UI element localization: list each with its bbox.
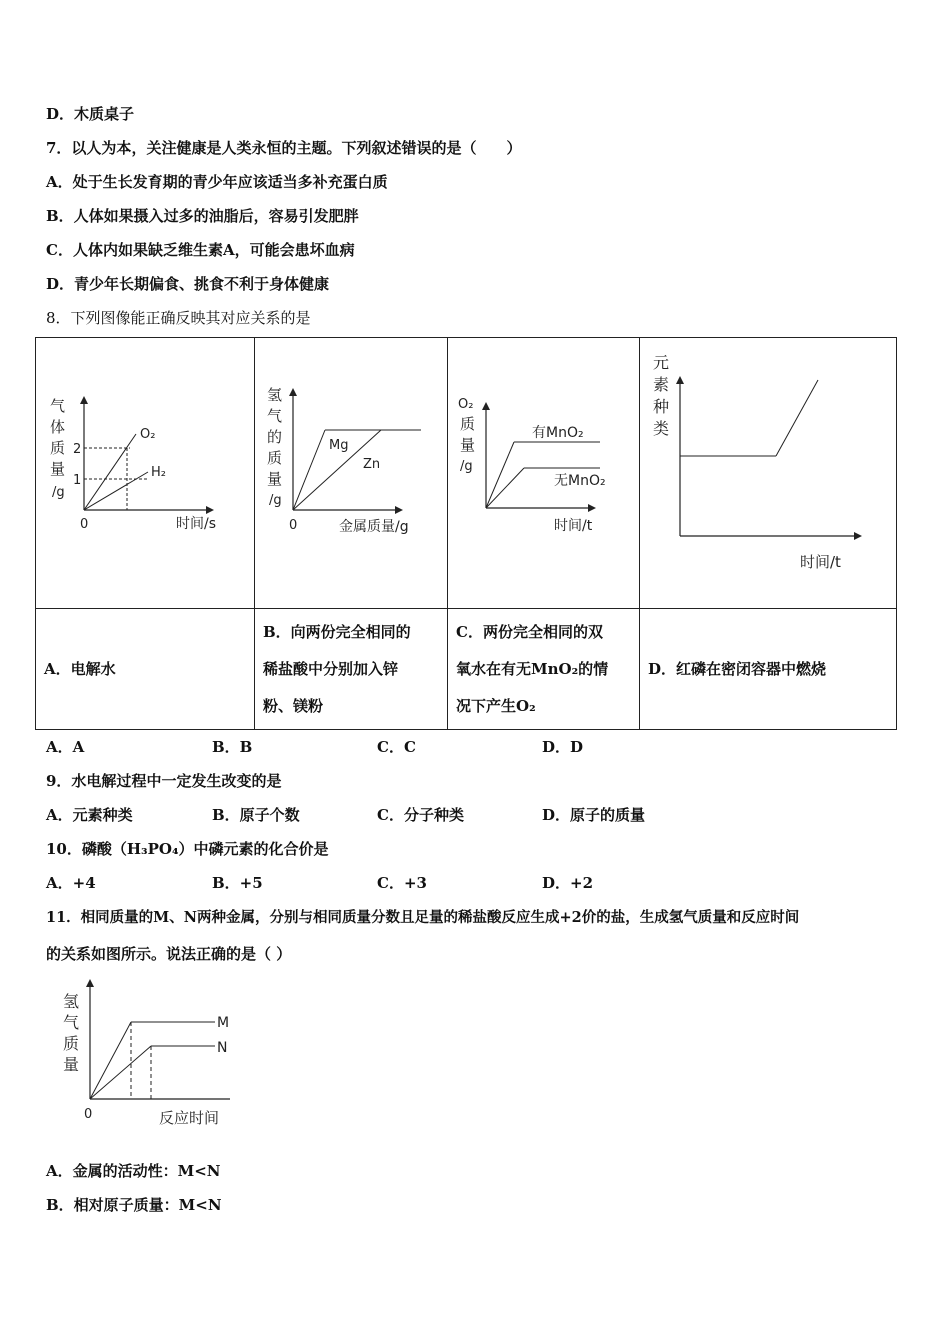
q7-stem: 7．以人为本，关注健康是人类永恒的主题。下列叙述错误的是（ ） — [46, 139, 522, 157]
series-mg-label: Mg — [329, 438, 349, 453]
q9-option-a: A．元素种类 — [46, 806, 133, 824]
y-label-unit: /g — [460, 459, 473, 474]
label-d-text: D．红磷在密闭容器中燃烧 — [648, 659, 827, 678]
q7-option-a: A．处于生长发育期的青少年应该适当多补充蛋白质 — [46, 173, 388, 191]
x-axis-label: 时间/s — [176, 516, 217, 532]
q10-option-a: A．+4 — [46, 874, 96, 892]
q8-graph-d-cell — [640, 338, 897, 609]
x-axis-label: 金属质量/g — [339, 519, 409, 535]
label-b-line: B．向两份完全相同的 — [263, 622, 411, 641]
q10-stem: 10．磷酸（H₃PO₄）中磷元素的化合价是 — [46, 840, 329, 858]
y-tick-2: 2 — [73, 442, 82, 457]
q6-option-d: D．木质桌子 — [46, 105, 135, 123]
y-label-unit: /g — [269, 493, 282, 508]
x-axis-label: 时间/t — [800, 553, 841, 571]
q8-label-b — [255, 609, 448, 730]
q9-option-b: B．原子个数 — [212, 806, 300, 824]
q11-stem-line-2: 的关系如图所示。说法正确的是（ ） — [46, 945, 292, 963]
y-label-char: 的 — [267, 428, 283, 446]
y-label-char: 氢 — [267, 386, 283, 404]
label-c-line: 况下产生O₂ — [456, 696, 536, 715]
y-label-char: 质 — [50, 439, 66, 457]
y-label-char: 量 — [460, 436, 476, 454]
series-without-mno2-label: 无MnO₂ — [554, 473, 606, 489]
y-label-char: 质 — [63, 1034, 80, 1053]
q8-option-b: B．B — [212, 738, 253, 756]
origin-label: 0 — [84, 1107, 93, 1122]
y-label-char: 体 — [50, 418, 66, 436]
y-tick-1: 1 — [73, 473, 82, 488]
q8-figure-table — [35, 337, 897, 730]
y-label-char: 气 — [267, 407, 283, 425]
series-zn-label: Zn — [363, 457, 381, 472]
label-b-line: 粉、镁粉 — [263, 696, 324, 715]
q10-option-c: C．+3 — [377, 874, 427, 892]
q7-option-d: D．青少年长期偏食、挑食不利于身体健康 — [46, 275, 330, 293]
q9-option-c: C．分子种类 — [377, 806, 464, 824]
q10-option-d: D．+2 — [542, 874, 594, 892]
q8-label-a — [36, 609, 255, 730]
y-label-char: 量 — [63, 1055, 80, 1074]
origin-label: 0 — [80, 517, 89, 532]
q11-option-b: B．相对原子质量：M<N — [46, 1196, 222, 1214]
q8-graph-a-cell — [36, 338, 255, 609]
y-label-char: 质 — [267, 449, 283, 467]
x-axis-label: 反应时间 — [159, 1109, 220, 1127]
y-label-char: 素 — [653, 375, 670, 394]
q8-graph-b — [255, 338, 447, 608]
label-c-line: C．两份完全相同的双 — [456, 622, 603, 641]
y-label-char: 元 — [653, 353, 670, 372]
label-b-line: 稀盐酸中分别加入锌 — [263, 659, 399, 678]
q11-option-a: A．金属的活动性：M<N — [46, 1162, 221, 1180]
q7-option-b: B．人体如果摄入过多的油脂后，容易引发肥胖 — [46, 207, 359, 225]
y-label-char: 氢 — [63, 992, 80, 1011]
label-c-line: 氧水在有无MnO₂的情 — [456, 659, 609, 678]
q8-label-c — [448, 609, 640, 730]
label-a-text: A．电解水 — [44, 659, 116, 678]
series-m-label: M — [217, 1015, 230, 1031]
series-n-label: N — [217, 1040, 228, 1056]
origin-label: 0 — [289, 518, 298, 533]
series-h2-label: H₂ — [151, 465, 166, 480]
q10-option-b: B．+5 — [212, 874, 263, 892]
y-label-char: 量 — [267, 470, 283, 488]
y-label-char: 量 — [50, 460, 66, 478]
q8-option-a: A．A — [46, 738, 85, 756]
q8-graph-a — [36, 338, 254, 608]
y-label-char: 类 — [653, 419, 670, 438]
y-label-char: 气 — [50, 397, 66, 415]
series-with-mno2-label: 有MnO₂ — [532, 425, 584, 441]
y-label-char: 种 — [653, 397, 670, 416]
q8-graph-b-cell — [255, 338, 448, 609]
x-axis-label: 时间/t — [554, 518, 593, 534]
q8-graph-c — [448, 338, 639, 608]
q8-label-d — [640, 609, 897, 730]
q9-stem: 9．水电解过程中一定发生改变的是 — [46, 772, 282, 790]
q8-graph-d — [640, 338, 896, 608]
q11-stem-line-1: 11．相同质量的M、N两种金属，分别与相同质量分数且足量的稀盐酸反应生成+2价的盐，生成氢气质量和反应时间 — [46, 909, 800, 926]
q8-stem: 8．下列图像能正确反映其对应关系的是 — [46, 309, 311, 327]
y-label-char: 气 — [63, 1013, 80, 1032]
q8-graph-c-cell — [448, 338, 640, 609]
y-label-unit: /g — [52, 485, 65, 500]
q9-option-d: D．原子的质量 — [542, 806, 646, 824]
y-label-text: O₂ — [458, 397, 474, 412]
q8-option-c: C．C — [377, 738, 416, 756]
series-o2-label: O₂ — [140, 427, 156, 442]
q8-option-d: D．D — [542, 738, 584, 756]
q7-option-c: C．人体内如果缺乏维生素A，可能会患坏血病 — [46, 241, 355, 259]
y-label-char: 质 — [460, 415, 476, 433]
q11-graph — [55, 975, 255, 1135]
